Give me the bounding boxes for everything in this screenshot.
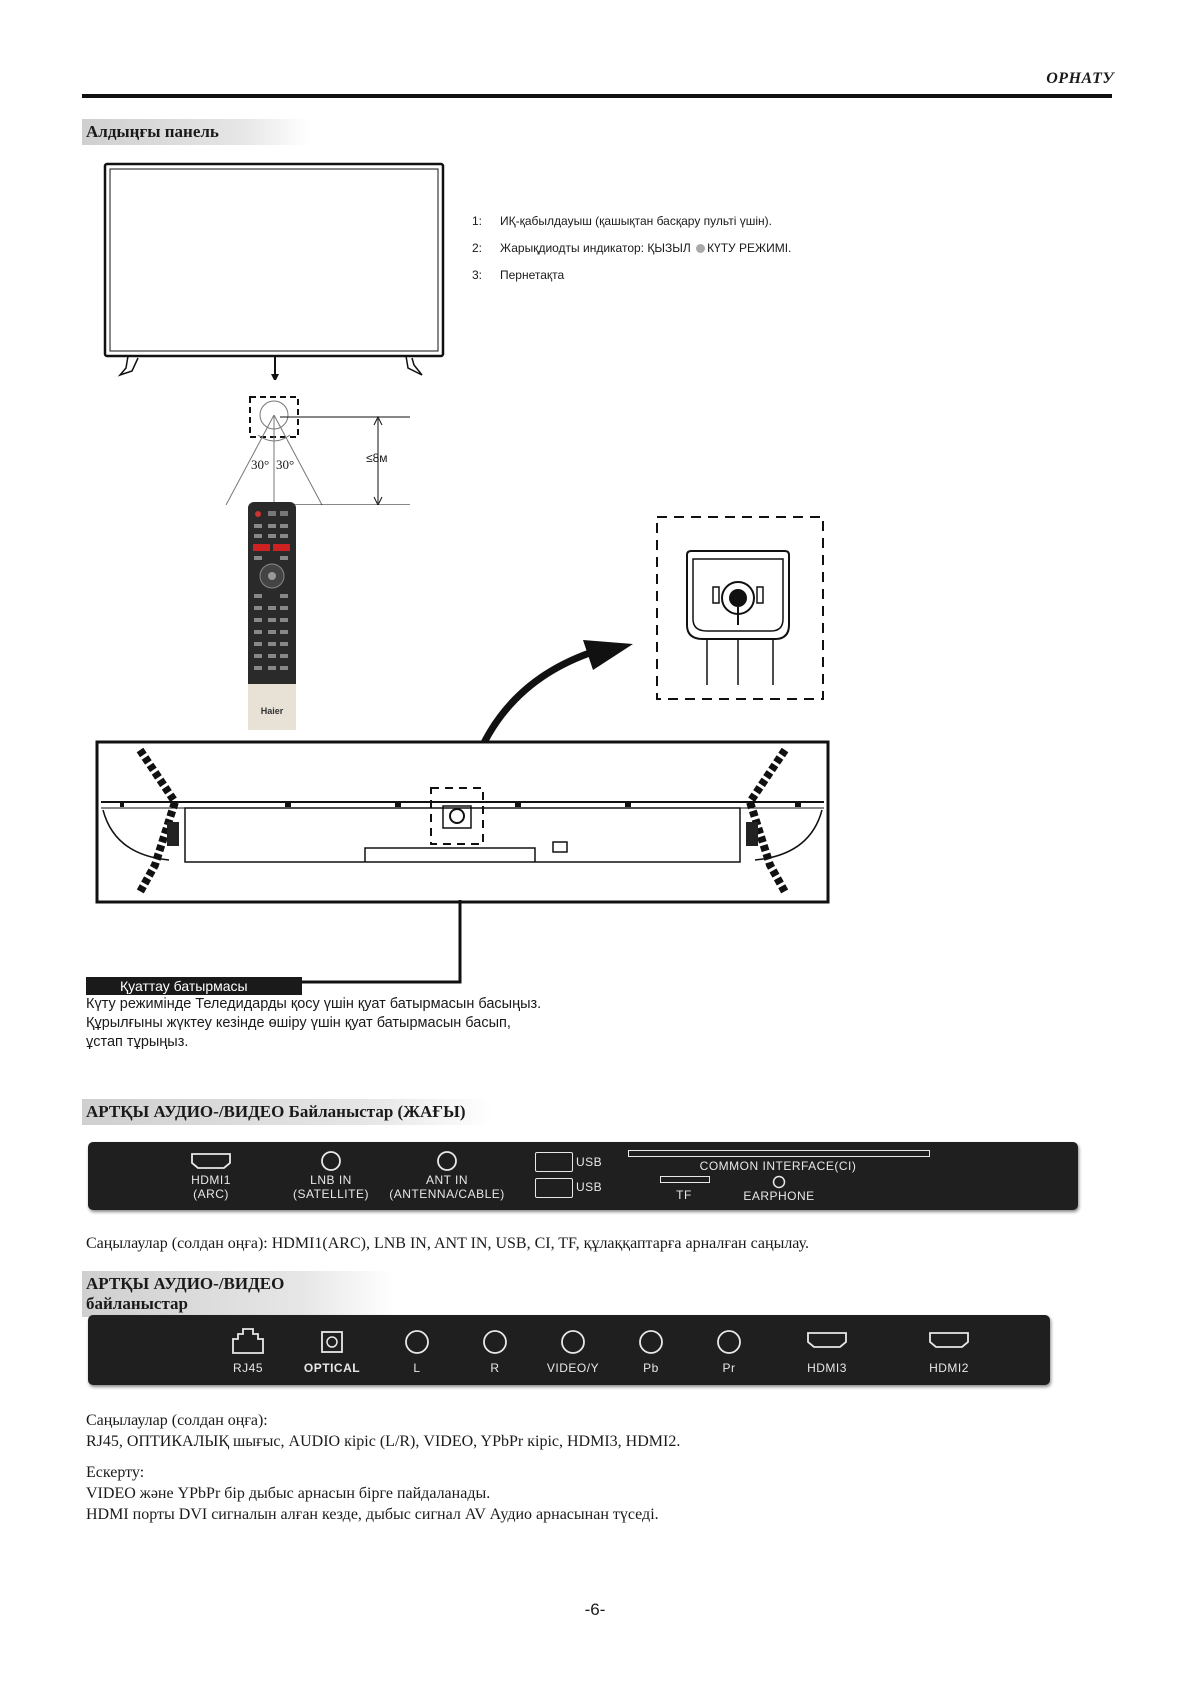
port-label-tf: TF	[676, 1188, 692, 1202]
remote-control-illustration	[248, 502, 296, 730]
port-label-earphone: EARPHONE	[743, 1189, 815, 1203]
legend-num: 2:	[472, 241, 483, 255]
rear-av-heading: АРТҚЫ АУДИО-/ВИДЕО байланыстар	[82, 1271, 394, 1317]
port-label-optical: OPTICAL	[303, 1361, 361, 1375]
port-label-pb: Pb	[643, 1361, 659, 1375]
tv-bottom-illustration	[95, 740, 830, 915]
side-connector-panel	[88, 1142, 1078, 1210]
side-av-description: Саңылаулар (солдан оңға): HDMI1(ARC), LNB IN, ANT IN, USB, CI, TF, құлаққаптарға арналған саңылау.	[86, 1235, 809, 1252]
earphone-jack-icon	[772, 1175, 786, 1189]
port-label-rj45: RJ45	[232, 1361, 263, 1375]
usb-port-icon	[535, 1152, 573, 1172]
rear-av-note	[86, 1462, 659, 1525]
optical-port-icon	[320, 1330, 344, 1354]
port-label-hdmi2: HDMI2	[929, 1361, 969, 1375]
ci-slot-icon	[628, 1150, 930, 1157]
hdmi-port-icon	[806, 1331, 848, 1349]
legend-text: ИҚ-қабылдауыш (қашықтан басқару пульті үшін).	[500, 214, 772, 228]
power-callout-line	[300, 900, 466, 990]
port-label-ci: COMMON INTERFACE(CI)	[699, 1159, 857, 1173]
port-label-usb1: USB	[576, 1155, 603, 1169]
pr-port-icon	[716, 1329, 742, 1355]
hdmi1-text: HDMI1 (ARC)	[191, 1173, 231, 1201]
circle-port-icon	[320, 1150, 342, 1172]
rear-desc-text: RJ45, ОПТИКАЛЫҚ шығыс, AUDIO кіріс (L/R), VIDEO, YPbPr кіріс, HDMI3, HDMI2.	[86, 1433, 681, 1450]
video-port-icon	[560, 1329, 586, 1355]
port-label-usb2: USB	[576, 1180, 603, 1194]
audio-r-port-icon	[482, 1329, 508, 1355]
power-button-label: Қуаттау батырмасы	[86, 977, 302, 995]
power-text-line: ұстап тұрыңыз.	[86, 1034, 189, 1050]
hdmi-port-icon	[190, 1152, 232, 1170]
rear-connector-panel	[88, 1315, 1050, 1385]
pb-port-icon	[638, 1329, 664, 1355]
ant-text: ANT IN (ANTENNA/CABLE)	[389, 1173, 505, 1201]
legend-text: КҮТУ РЕЖИМІ.	[707, 241, 792, 255]
remote-brand-logo: Haier	[260, 706, 284, 716]
lnb-text: LNB IN (SATELLITE)	[293, 1173, 369, 1201]
legend-item-3	[472, 268, 564, 282]
tf-slot-icon	[660, 1176, 710, 1183]
port-label-ant	[382, 1173, 512, 1201]
note-line: VIDEO және YPbPr бір дыбыс арнасын бірге пайдаланады.	[86, 1485, 491, 1502]
side-av-heading: АРТҚЫ АУДИО-/ВИДЕО Байланыстар (ЖАҒЫ)	[82, 1099, 494, 1125]
power-button-description	[86, 995, 541, 1052]
page-header-title: ОРНАТУ	[1046, 70, 1114, 87]
legend-item-2	[472, 241, 791, 255]
legend-item-1	[472, 214, 772, 228]
audio-l-port-icon	[404, 1329, 430, 1355]
remote-buttons-graphic	[248, 502, 296, 730]
usb-port-icon	[535, 1178, 573, 1198]
power-text-line: Күту режимінде Теледидарды қосу үшін қуат батырмасын басыңыз.	[86, 996, 542, 1012]
port-label-r: R	[490, 1361, 500, 1375]
legend-num: 1:	[472, 214, 483, 228]
note-line: HDMI порты DVI сигналын алған кезде, дыбыс сигнал AV Аудио арнасынан түседі.	[86, 1506, 659, 1523]
distance-label: ≤8м	[366, 451, 388, 465]
rear-desc-title: Саңылаулар (солдан оңға):	[86, 1412, 268, 1429]
rear-av-description	[86, 1410, 680, 1452]
legend-num: 3:	[472, 268, 483, 282]
port-label-hdmi1	[171, 1173, 251, 1201]
port-label-l: L	[413, 1361, 421, 1375]
rj45-port-icon	[231, 1327, 265, 1355]
port-label-pr: Pr	[722, 1361, 736, 1375]
page-number: -6-	[584, 1600, 606, 1619]
header-rule	[82, 94, 1112, 98]
angle-left-label: 30°	[251, 457, 270, 472]
port-label-video: VIDEO/Y	[546, 1361, 600, 1375]
ir-angle-diagram	[220, 395, 420, 505]
angle-right-label: 30°	[276, 457, 295, 472]
circle-port-icon	[436, 1150, 458, 1172]
port-label-lnb	[281, 1173, 381, 1201]
legend-text: Пернетақта	[500, 268, 565, 282]
tv-front-illustration	[100, 160, 450, 380]
power-text-line: Құрылғыны жүктеу кезінде өшіру үшін қуат батырмасын басып,	[86, 1015, 511, 1031]
port-label-hdmi3: HDMI3	[807, 1361, 847, 1375]
power-button-detail	[655, 515, 825, 703]
hdmi-port-icon	[928, 1331, 970, 1349]
note-title: Ескерту:	[86, 1464, 145, 1481]
legend-text: Жарықдиодты индикатор: ҚЫЗЫЛ	[500, 241, 691, 255]
front-panel-heading: Алдыңғы панель	[82, 119, 310, 145]
led-dot-icon	[696, 244, 705, 253]
